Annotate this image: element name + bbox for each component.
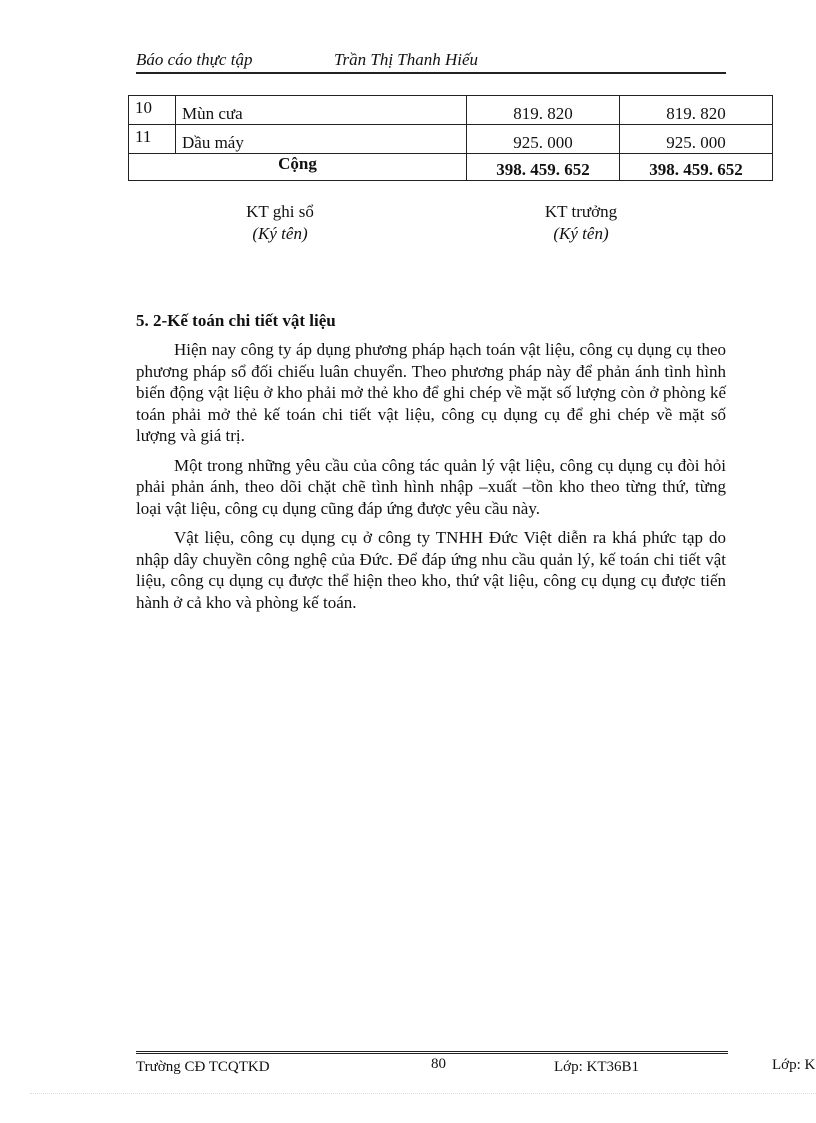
footer-class-cutoff: Lớp: K <box>772 1057 816 1073</box>
item-value: 819. 820 <box>467 96 620 125</box>
table-row <box>129 96 773 125</box>
footer-class: Lớp: KT36B1 <box>554 1059 640 1075</box>
signature-bookkeeper <box>220 201 340 245</box>
row-number: 11 <box>129 125 176 154</box>
section-heading: 5. 2-Kế toán chi tiết vật liệu <box>136 311 336 330</box>
signature-chief-accountant <box>521 201 641 245</box>
header-report-title: Báo cáo thực tập <box>136 50 253 69</box>
item-value: 925. 000 <box>467 125 620 154</box>
total-row <box>129 154 773 181</box>
total-label: Cộng <box>129 154 467 181</box>
section-body <box>136 339 726 621</box>
item-value: 819. 820 <box>620 96 773 125</box>
total-value: 398. 459. 652 <box>620 154 773 181</box>
materials-table <box>128 95 773 181</box>
total-value: 398. 459. 652 <box>467 154 620 181</box>
paragraph: Một trong những yêu cầu của công tác quản lý vật liệu, công cụ dụng cụ đòi hỏi phải phản ánh, theo dõi chặt chẽ tình hình nhập –xuất –tồn kho theo từng thứ, từng loại vật liệu, công cụ dụng cũng đáp ứng được yêu cầu này. <box>136 455 726 518</box>
page-edge-rule <box>30 1093 816 1094</box>
page-header <box>136 50 726 74</box>
signature-note: (Ký tên) <box>553 224 609 243</box>
paragraph: Vật liệu, công cụ dụng cụ ở công ty TNHH Đức Việt diễn ra khá phức tạp do nhập dây chuyền công nghệ của Đức. Để đáp ứng nhu cầu quản lý, kế toán chi tiết vật liệu, công cụ dụng cụ được thể hiện theo kho, thứ vật liệu, công cụ dụng cụ được tiến hành ở cả kho và phòng kế toán. <box>136 528 726 612</box>
signature-role: KT trưởng <box>544 202 618 221</box>
header-author: Trần Thị Thanh Hiếu <box>334 50 479 69</box>
page-number: 80 <box>431 1056 446 1072</box>
item-name: Mùn cưa <box>176 96 467 125</box>
row-number: 10 <box>129 96 176 125</box>
table-row <box>129 125 773 154</box>
item-value: 925. 000 <box>620 125 773 154</box>
footer-school: Trường CĐ TCQTKD <box>136 1059 270 1075</box>
page-footer <box>136 1051 728 1075</box>
signature-note: (Ký tên) <box>252 224 308 243</box>
item-name: Dầu máy <box>176 125 467 154</box>
signature-role: KT ghi sổ <box>246 202 314 221</box>
paragraph: Hiện nay công ty áp dụng phương pháp hạch toán vật liệu, công cụ dụng cụ theo phương pháp sổ đối chiếu luân chuyển. Theo phương pháp này để phản ánh tình hình biến động vật liệu ở kho phải mở thẻ kho để ghi chép về mặt số lượng còn ở phòng kế toán phải mở thẻ kế toán chi tiết vật liệu, công cụ dụng cụ để ghi chép về mặt số lượng và giá trị. <box>136 340 726 445</box>
